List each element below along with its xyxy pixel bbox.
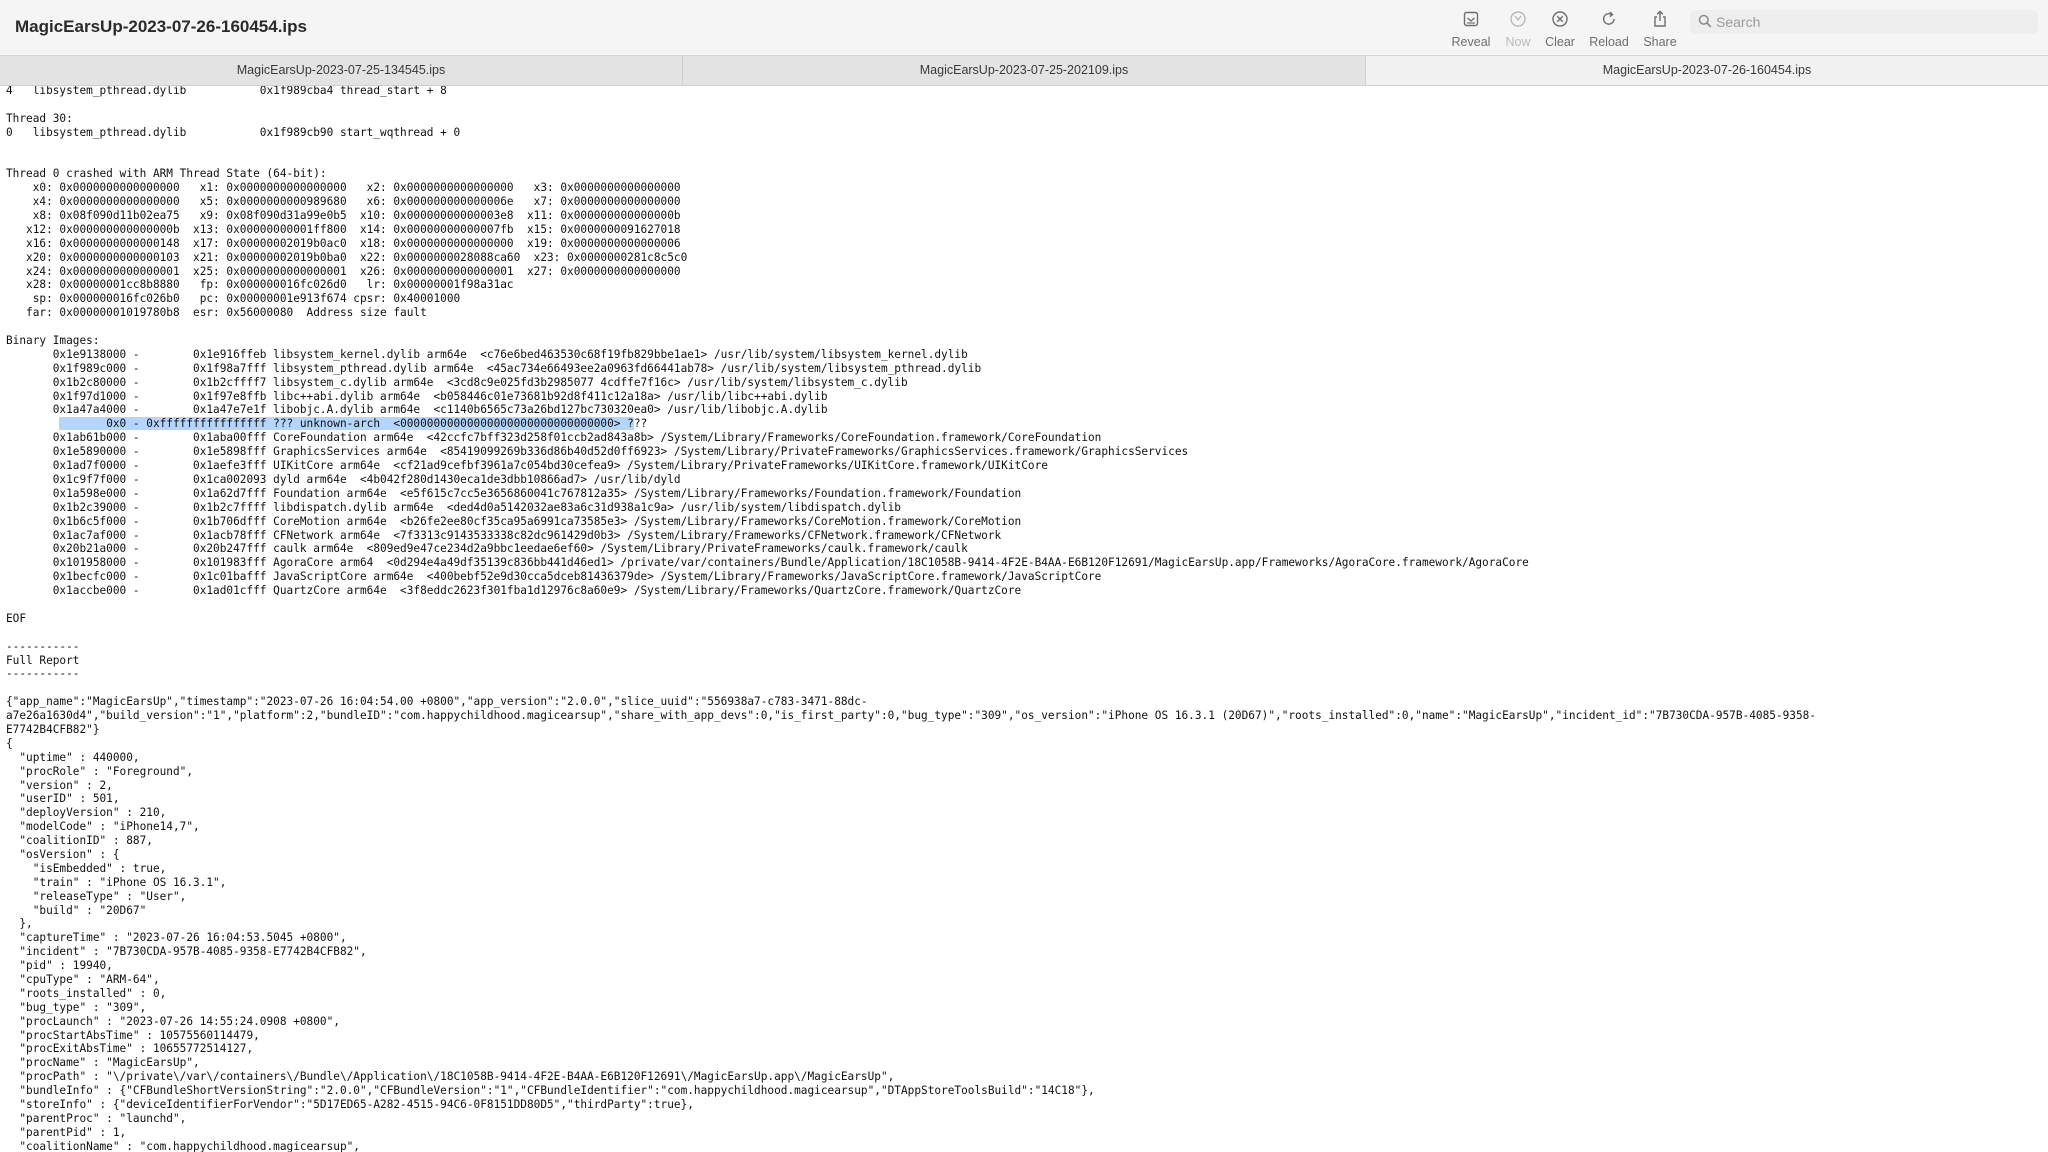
log-line [6,153,2046,167]
log-line: "storeInfo" : {"deviceIdentifierForVendor":"5D17ED65-A282-4515-94C6-0F8151DD80D5","thirdParty":true}, [6,1098,694,1112]
log-line: 0x1b6c5f000 - 0x1b706dfff CoreMotion arm64e <b26fe2ee80cf35ca95a6991ca73585e3> /System/Library/Frameworks/CoreMotion.framework/CoreMotion [6,514,1022,528]
log-line: 0x0 - 0xffffffffffffffff ??? unknown-arch <00000000000000000000000000000000> ??? [59,417,648,431]
log-line: "isEmbedded" : true, [6,861,167,875]
log-line: 0x1b2c80000 - 0x1b2cffff7 libsystem_c.dylib arm64e <3cd8c9e025fd3b2985077 4cdffe7f16c> /usr/lib/system/libsystem_c.dylib [6,375,908,389]
log-line [6,681,2046,695]
log-line: sp: 0x000000016fc026b0 pc: 0x00000001e913f674 cpsr: 0x40001000 [6,292,461,306]
tab-bar [0,56,2048,86]
log-line: "releaseType" : "User", [6,889,187,903]
log-line: 0x1a598e000 - 0x1a62d7fff Foundation arm64e <e5f615c7cc5e3656860041c767812a35> /System/Library/Frameworks/Foundation.framework/Foundation [6,486,1022,500]
log-line: "modelCode" : "iPhone14,7", [6,820,200,834]
log-line: {"app_name":"MagicEarsUp","timestamp":"2023-07-26 16:04:54.00 +0800","app_version":"2.0.0","slice_uuid":"556938a7-c783-3471-88dc- [6,695,868,709]
log-line: EOF [6,611,27,625]
search-field[interactable] [1690,10,2038,34]
log-line: "cpuType" : "ARM-64", [6,973,160,986]
selected-text: 0x0 - 0xffffffffffffffff ??? unknown-arch <00000000000000000000000000000000> ? [59,417,634,431]
log-line: 0x1e9138000 - 0x1e916ffeb libsystem_kernel.dylib arm64e <c76e6bed463530c68f19fb829bbe1ae1> /usr/lib/system/libsystem_kernel.dylib [6,347,968,361]
share-icon [1630,10,1690,32]
search-icon [1698,14,1712,33]
tab-log-2023-07-26-160454[interactable]: MagicEarsUp-2023-07-26-160454.ips [1366,56,2048,85]
log-line: 0x1a47a4000 - 0x1a47e7e1f libobjc.A.dylib arm64e <c1140b6565c73a26bd127bc730320ea0> /usr/lib/libobjc.A.dylib [6,403,828,417]
log-line: "coalitionName" : "com.happychildhood.magicearsup", [6,1139,360,1152]
log-line: "incident" : "7B730CDA-957B-4085-9358-E7742B4CFB82", [6,945,367,959]
log-line: 0x1accbe000 - 0x1ad01cfff QuartzCore arm64e <3f8eddc2623f301fba1d12976c8a60e9> /System/Library/Frameworks/QuartzCore.framework/QuartzCore [6,584,1022,598]
log-line: 0x101958000 - 0x101983fff AgoraCore arm64 <0d294e4a49df35139c836bb441d46ed1> /private/var/containers/Bundle/Application/18C1058B-9414-4F2E-B4AA-E6B120F12691/MagicEarsUp.app/Frameworks/AgoraCore.framework/AgoraCore [6,556,1529,570]
log-line [6,598,2046,612]
log-line: "procStartAbsTime" : 10575560114479, [6,1028,260,1042]
log-line: 0x1f97d1000 - 0x1f97e8ffb libc++abi.dylib arm64e <b058446c01e73681b92d8f411c12a18a> /usr/lib/libc++abi.dylib [6,389,828,403]
log-line: Binary Images: [6,334,100,348]
log-line: Thread 30: [6,111,73,125]
log-line: a7e26a1630d4","build_version":"1","platform":2,"bundleID":"com.happychildhood.magicearsup","share_with_app_devs":0,"is_first_party":0,"bug_type":"309","os_version":"iPhone OS 16.3.1 (20D67)","roots_installed":0,"name":"MagicEarsUp","incident_id":"7B730CDA-957B-4085-9358- [6,709,1817,723]
log-line: "coalitionID" : 887, [6,834,153,848]
log-line: "train" : "iPhone OS 16.3.1", [6,875,227,889]
log-line [6,320,2046,334]
log-line: E7742B4CFB82"} [6,722,100,736]
log-line: "parentProc" : "launchd", [6,1111,187,1125]
tab-log-2023-07-25-202109[interactable]: MagicEarsUp-2023-07-25-202109.ips [683,56,1366,85]
window-title: MagicEarsUp-2023-07-26-160454.ips [15,17,307,36]
log-line [6,626,2046,640]
log-line: Thread 0 crashed with ARM Thread State (64-bit): [6,167,327,181]
log-line: x4: 0x0000000000000000 x5: 0x0000000000989680 x6: 0x000000000000006e x7: 0x0000000000000000 [6,195,681,209]
log-line: 0x1ac7af000 - 0x1acb78fff CFNetwork arm64e <7f3313c9143533338c82dc961429d0b3> /System/Library/Frameworks/CFNetwork.framework/CFNetwork [6,528,1002,542]
log-line: 0x1becfc000 - 0x1c01bafff JavaScriptCore arm64e <400bebf52e9d30cca5dceb81436379de> /System/Library/Frameworks/JavaScriptCore.framework/JavaScriptCore [6,570,1102,584]
log-line: x8: 0x08f090d11b02ea75 x9: 0x08f090d31a99e0b5 x10: 0x00000000000003e8 x11: 0x000000000000000b [6,209,681,223]
log-line: "procRole" : "Foreground", [6,764,194,778]
log-line: x20: 0x0000000000000103 x21: 0x00000002019b0ba0 x22: 0x0000000028088ca60 x23: 0x0000000281c8c5c0 [6,250,688,264]
reload-label: Reload [1589,35,1629,49]
log-line: "roots_installed" : 0, [6,986,167,1000]
log-line: "procName" : "MagicEarsUp", [6,1056,200,1070]
search-input[interactable] [1716,12,2026,32]
log-line: }, [6,917,33,931]
log-line: 0x1f989c000 - 0x1f98a7fff libsystem_pthread.dylib arm64e <45ac734e66493ee2a0963fd66441ab78> /usr/lib/system/libsystem_pthread.dylib [6,361,982,375]
log-line: 0x1ab61b000 - 0x1aba00fff CoreFoundation arm64e <42ccfc7bff323d258f01ccb2ad843a8b> /System/Library/Frameworks/CoreFoundation.framework/CoreFoundation [6,431,1102,445]
tab-log-2023-07-25-134545[interactable]: MagicEarsUp-2023-07-25-134545.ips [0,56,683,85]
log-line [6,140,2046,154]
log-line: "pid" : 19940, [6,959,113,973]
log-line: "captureTime" : "2023-07-26 16:04:53.5045 +0800", [6,931,347,945]
log-line: "version" : 2, [6,778,113,792]
log-text [6,86,2046,1152]
log-line: x12: 0x000000000000000b x13: 0x00000000001ff800 x14: 0x00000000000007fb x15: 0x0000000091627018 [6,222,681,236]
share-label: Share [1643,35,1677,49]
log-line: 0x20b21a000 - 0x20b247fff caulk arm64e <809ed9e47ce234d2a9bbc1eedae6ef60> /System/Library/PrivateFrameworks/caulk.framework/caulk [6,542,968,556]
log-line: "bug_type" : "309", [6,1000,147,1014]
log-line: ----------- [6,639,80,653]
log-viewer[interactable] [0,86,2048,1152]
share-button[interactable] [1630,10,1690,49]
log-line: "parentPid" : 1, [6,1125,127,1139]
log-line: Full Report [6,653,80,667]
log-line: 0 libsystem_pthread.dylib 0x1f989cb90 start_wqthread + 0 [6,125,461,139]
log-line: far: 0x00000001019780b8 esr: 0x56000080 Address size fault [6,306,427,320]
log-line: x16: 0x0000000000000148 x17: 0x00000002019b0ac0 x18: 0x0000000000000000 x19: 0x0000000000000006 [6,236,681,250]
log-line: "build" : "20D67" [6,903,147,917]
log-line: ----------- [6,667,80,681]
log-line: "bundleInfo" : {"CFBundleShortVersionString":"2.0.0","CFBundleVersion":"1","CFBundleIdentifier":"com.happychildhood.magicearsup","DTAppStoreToolsBuild":"14C18"}, [6,1084,1095,1098]
window-toolbar [0,0,2048,56]
log-line: "uptime" : 440000, [6,750,140,764]
log-line: 0x1c9f7f000 - 0x1ca002093 dyld arm64e <4b042f280d1430eca1de3dbb10866ad7> /usr/lib/dyld [6,472,681,486]
log-line: x0: 0x0000000000000000 x1: 0x0000000000000000 x2: 0x0000000000000000 x3: 0x0000000000000000 [6,181,681,195]
log-line: "procExitAbsTime" : 10655772514127, [6,1042,254,1056]
log-line [6,98,2046,112]
log-line: "procPath" : "\/private\/var\/containers\/Bundle\/Application\/18C1058B-9414-4F2E-B4AA-E6B120F12691\/MagicEarsUp.app\/MagicEarsUp", [6,1070,895,1084]
log-line: x28: 0x00000001cc8b8880 fp: 0x000000016fc026d0 lr: 0x00000001f98a31ac [6,278,514,292]
log-line: x24: 0x0000000000000001 x25: 0x0000000000000001 x26: 0x0000000000000001 x27: 0x0000000000000000 [6,264,681,278]
log-line: "procLaunch" : "2023-07-26 14:55:24.0908 +0800", [6,1014,340,1028]
now-label: Now [1505,35,1531,49]
log-line: 4 libsystem_pthread.dylib 0x1f989cba4 thread_start + 8 [6,86,447,97]
log-line: 0x1e5890000 - 0x1e5898fff GraphicsServices arm64e <85419099269b336d86b40d52d0ff6923> /System/Library/PrivateFrameworks/GraphicsServices.framework/GraphicsServices [6,445,1189,459]
log-line: 0x1ad7f0000 - 0x1aefe3fff UIKitCore arm64e <cf21ad9cefbf3961a7c054bd30cefea9> /System/Library/PrivateFrameworks/UIKitCore.framework/UIKitCore [6,459,1048,473]
log-line: "deployVersion" : 210, [6,806,167,820]
log-line: { [6,736,13,750]
log-line: "userID" : 501, [6,792,120,806]
log-line: 0x1b2c39000 - 0x1b2c7ffff libdispatch.dylib arm64e <ded4d0a5142032ae83a6c31d938a1c9a> /usr/lib/system/libdispatch.dylib [6,500,901,514]
clear-label: Clear [1545,35,1575,49]
log-line: "osVersion" : { [6,847,120,861]
reveal-label: Reveal [1451,35,1491,49]
